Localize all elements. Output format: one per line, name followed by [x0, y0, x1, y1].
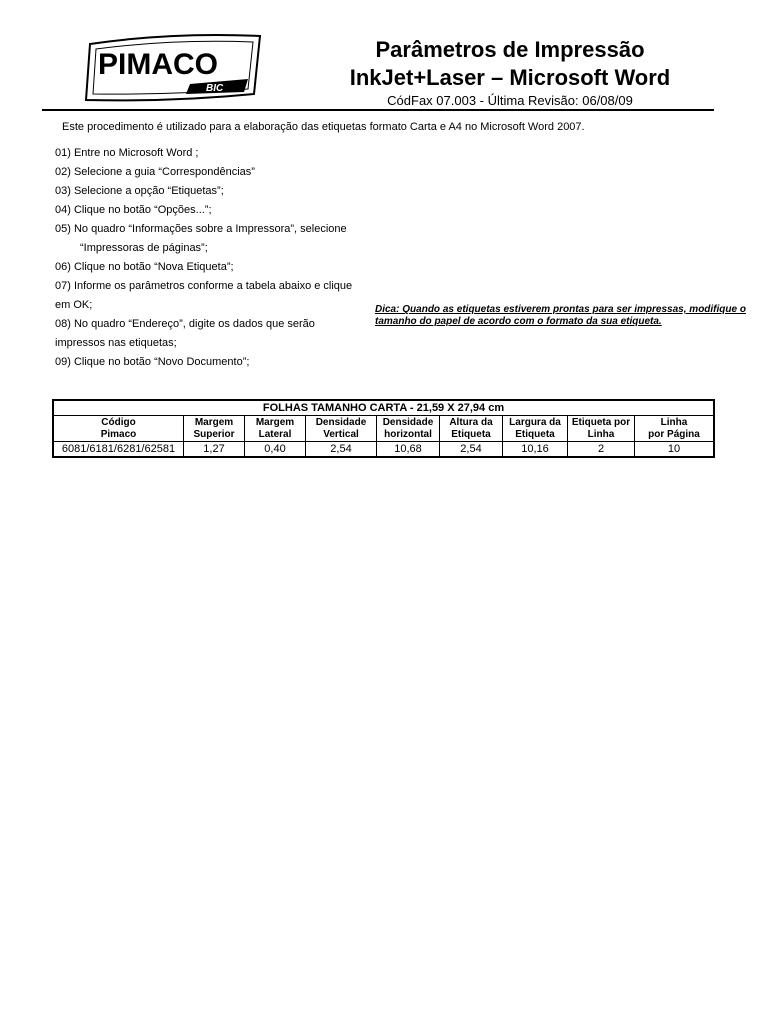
table-cell: 10,16: [503, 442, 568, 458]
table-row: [53, 442, 714, 458]
column-header-linha-por-pagina: Linha por Página: [635, 416, 715, 442]
step-item: 07) Informe os parâmetros conforme a tabela abaixo e clique: [55, 280, 353, 292]
step-item: 02) Selecione a guia “Correspondências”: [55, 166, 255, 178]
step-item-continuation: impressos nas etiquetas;: [55, 337, 177, 349]
step-item: 01) Entre no Microsoft Word ;: [55, 147, 199, 159]
column-header-margem-lateral: Margem Lateral: [245, 416, 306, 442]
column-header-densidade-vertical: Densidade Vertical: [306, 416, 377, 442]
column-header-codigo: Código Pimaco: [53, 416, 184, 442]
column-header-largura: Largura da Etiqueta: [503, 416, 568, 442]
table-cell: 10,68: [377, 442, 440, 458]
document-header: [310, 36, 710, 109]
table-header-row: [53, 416, 714, 442]
column-header-etiqueta-por-linha: Etiqueta por Linha: [568, 416, 635, 442]
revision-info: CódFax 07.003 - Última Revisão: 06/08/09: [387, 93, 633, 108]
header-divider: [42, 109, 714, 111]
step-item: 09) Clique no botão “Novo Documento”;: [55, 356, 250, 368]
step-item-continuation: “Impressoras de páginas”;: [80, 242, 208, 254]
table-cell: 2,54: [440, 442, 503, 458]
column-header-margem-superior: Margem Superior: [184, 416, 245, 442]
table-cell: 2,54: [306, 442, 377, 458]
step-item: 08) No quadro “Endereço”, digite os dados que serão: [55, 318, 315, 330]
intro-text: Este procedimento é utilizado para a elaboração das etiquetas formato Carta e A4 no Microsoft Word 2007.: [62, 121, 585, 133]
tip-note: Dica: Quando as etiquetas estiverem prontas para ser impressas, modifique o tamanho do papel de acordo com o formato da sua etiqueta.: [375, 304, 746, 327]
table-cell: 6081/6181/6281/62581: [53, 442, 184, 458]
procedure-steps: [55, 144, 385, 372]
table-cell: 10: [635, 442, 715, 458]
column-header-altura: Altura da Etiqueta: [440, 416, 503, 442]
step-item: 05) No quadro “Informações sobre a Impressora”, selecione: [55, 223, 347, 235]
table-cell: 0,40: [245, 442, 306, 458]
step-item: 04) Clique no botão “Opções...”;: [55, 204, 212, 216]
logo-sub-brand-text: BIC: [206, 83, 224, 94]
label-parameters-table: [52, 399, 715, 458]
table-title: FOLHAS TAMANHO CARTA - 21,59 X 27,94 cm: [53, 400, 714, 416]
pimaco-bic-logo: [82, 32, 264, 106]
page-title-line2: InkJet+Laser – Microsoft Word: [349, 65, 671, 90]
step-item: 03) Selecione a opção “Etiquetas”;: [55, 185, 224, 197]
step-item-continuation: em OK;: [55, 299, 93, 311]
logo-brand-text: PIMACO: [98, 48, 218, 81]
column-header-densidade-horizontal: Densidade horizontal: [377, 416, 440, 442]
page-title: Parâmetros de Impressão: [375, 37, 645, 62]
table-cell: 2: [568, 442, 635, 458]
table-cell: 1,27: [184, 442, 245, 458]
step-item: 06) Clique no botão “Nova Etiqueta”;: [55, 261, 234, 273]
